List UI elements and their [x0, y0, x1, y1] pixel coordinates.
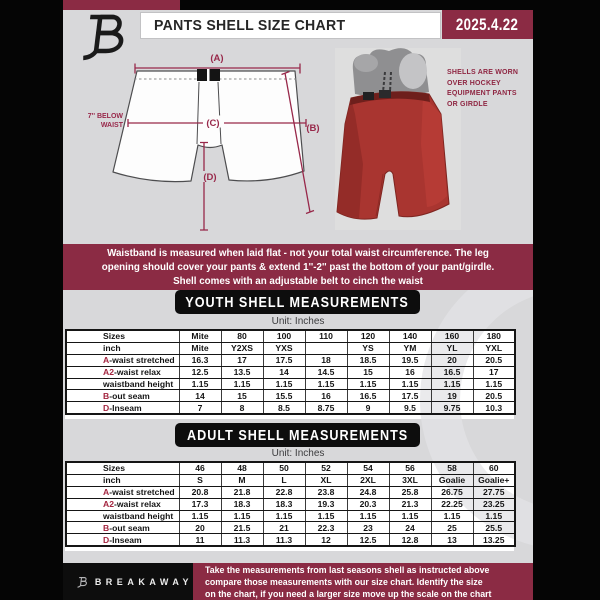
- page-title: PANTS SHELL SIZE CHART: [154, 17, 346, 34]
- table-cell: 20.8: [179, 486, 221, 498]
- table-cell: 1.15: [263, 378, 305, 390]
- text-line: OVER HOCKEY: [447, 79, 501, 87]
- table-cell: 1.15: [179, 510, 221, 522]
- table-cell: 14: [263, 366, 305, 378]
- table-cell: 16: [305, 390, 347, 402]
- adult-unit-label: Unit: Inches: [271, 448, 325, 459]
- text-line: EQUIPMENT PANTS: [447, 90, 517, 97]
- measurement-instructions-banner: [63, 244, 533, 290]
- table-cell: 24.8: [347, 486, 389, 498]
- table-row: [66, 366, 515, 378]
- table-cell: Goalie+: [473, 474, 515, 486]
- table-cell: 14: [179, 390, 221, 402]
- table-cell: 21.5: [221, 522, 263, 534]
- table-cell: 27.75: [473, 486, 515, 498]
- table-cell: 58: [431, 462, 473, 474]
- youth-section-header: [175, 290, 420, 314]
- table-cell: 17: [221, 354, 263, 366]
- diagram-label-b: (B): [306, 123, 320, 134]
- text-line: Shell comes with an adjustable belt to cinch the waist: [173, 276, 423, 288]
- table-cell: 20.5: [473, 390, 515, 402]
- table-cell: 100: [263, 330, 305, 342]
- text-line: on the chart, if you need a larger size move up the scale on the chart: [205, 589, 492, 600]
- table-cell: 160: [431, 330, 473, 342]
- table-cell: 21.3: [389, 498, 431, 510]
- table-cell: 1.15: [305, 510, 347, 522]
- table-cell: 120: [347, 330, 389, 342]
- table-cell: 9.5: [389, 402, 431, 414]
- diagram-label-c: (C): [206, 118, 220, 129]
- table-cell: 21: [263, 522, 305, 534]
- table-cell: 18.3: [263, 498, 305, 510]
- table-row: [66, 402, 515, 414]
- row-label: A2-waist relax: [66, 366, 179, 378]
- table-cell: 2XL: [347, 474, 389, 486]
- table-cell: L: [263, 474, 305, 486]
- text-line: OR GIRDLE: [447, 100, 488, 108]
- table-cell: 54: [347, 462, 389, 474]
- table-row: [66, 522, 515, 534]
- table-cell: YL: [431, 342, 473, 354]
- youth-heading: YOUTH SHELL MEASUREMENTS: [185, 293, 410, 311]
- table-cell: YXS: [263, 342, 305, 354]
- table-cell: 22.25: [431, 498, 473, 510]
- table-cell: 180: [473, 330, 515, 342]
- table-cell: 13.25: [473, 534, 515, 546]
- text-line: Take the measurements from last seasons shell as instructed above: [205, 565, 490, 575]
- table-cell: 12.5: [347, 534, 389, 546]
- table-cell: 1.15: [431, 510, 473, 522]
- table-cell: YXL: [473, 342, 515, 354]
- table-cell: 1.15: [221, 510, 263, 522]
- table-cell: 25: [431, 522, 473, 534]
- table-cell: 12.8: [389, 534, 431, 546]
- table-cell: 16.3: [179, 354, 221, 366]
- table-cell: Mite: [179, 342, 221, 354]
- row-label: A2-waist relax: [66, 498, 179, 510]
- youth-measurements-table: [65, 329, 516, 415]
- table-cell: 19.5: [389, 354, 431, 366]
- page-title-box: [140, 12, 441, 39]
- table-cell: 1.15: [389, 510, 431, 522]
- table-cell: 16: [389, 366, 431, 378]
- table-cell: 140: [389, 330, 431, 342]
- row-label: inch: [66, 342, 179, 354]
- shell-photo: [335, 48, 461, 230]
- table-cell: S: [179, 474, 221, 486]
- row-label: D-Inseam: [66, 402, 179, 414]
- date-text: 2025.4.22: [456, 14, 519, 34]
- table-cell: 24: [389, 522, 431, 534]
- table-row: [66, 474, 515, 486]
- table-cell: 20: [179, 522, 221, 534]
- row-label: Sizes: [66, 330, 179, 342]
- table-cell: 52: [305, 462, 347, 474]
- adult-section-header: [175, 423, 420, 447]
- table-cell: 1.15: [431, 378, 473, 390]
- table-cell: 3XL: [389, 474, 431, 486]
- table-cell: 10.3: [473, 402, 515, 414]
- top-accent-bar: [63, 0, 180, 10]
- text-line: opening should cover your pants & extend 1''-2'' past the bottom of your pant/girdle.: [101, 262, 495, 274]
- youth-unit-label: Unit: Inches: [271, 316, 325, 327]
- table-cell: 11.3: [221, 534, 263, 546]
- table-cell: 80: [221, 330, 263, 342]
- table-cell: 13.5: [221, 366, 263, 378]
- table-row: [66, 462, 515, 474]
- table-cell: 23.8: [305, 486, 347, 498]
- row-label: waistband height: [66, 510, 179, 522]
- table-cell: 20.3: [347, 498, 389, 510]
- table-cell: 110: [305, 330, 347, 342]
- diagram-label-a: (A): [210, 53, 224, 64]
- below-waist-note-line1: 7'' BELOW: [87, 113, 123, 120]
- table-row: [66, 342, 515, 354]
- row-label: inch: [66, 474, 179, 486]
- table-cell: 17.5: [263, 354, 305, 366]
- table-cell: 9: [347, 402, 389, 414]
- table-cell: 12: [305, 534, 347, 546]
- adult-measurements-table: [65, 461, 516, 547]
- date-badge: [442, 10, 533, 39]
- top-black-bar: [180, 0, 533, 10]
- table-cell: 8.75: [305, 402, 347, 414]
- table-cell: 22.3: [305, 522, 347, 534]
- row-label: B-out seam: [66, 522, 179, 534]
- table-cell: 9.75: [431, 402, 473, 414]
- table-cell: 26.75: [431, 486, 473, 498]
- table-cell: 18.3: [221, 498, 263, 510]
- table-cell: [305, 342, 347, 354]
- table-cell: M: [221, 474, 263, 486]
- table-cell: 15: [221, 390, 263, 402]
- table-cell: 1.15: [347, 378, 389, 390]
- table-cell: 25.5: [473, 522, 515, 534]
- footer-instructions: [193, 563, 533, 600]
- table-cell: 1.15: [347, 510, 389, 522]
- table-cell: 1.15: [473, 378, 515, 390]
- table-cell: 15.5: [263, 390, 305, 402]
- row-label: Sizes: [66, 462, 179, 474]
- content-area: [63, 0, 533, 600]
- table-cell: 21.8: [221, 486, 263, 498]
- row-label: waistband height: [66, 378, 179, 390]
- table-cell: 20: [431, 354, 473, 366]
- table-cell: 8: [221, 402, 263, 414]
- table-cell: 1.15: [389, 378, 431, 390]
- table-cell: 1.15: [221, 378, 263, 390]
- table-cell: 1.15: [473, 510, 515, 522]
- table-cell: YS: [347, 342, 389, 354]
- adult-heading: ADULT SHELL MEASUREMENTS: [186, 426, 409, 444]
- table-row: [66, 330, 515, 342]
- table-cell: 20.5: [473, 354, 515, 366]
- table-cell: 16.5: [431, 366, 473, 378]
- table-cell: 18: [305, 354, 347, 366]
- table-row: [66, 390, 515, 402]
- breakaway-logo-icon: [77, 570, 88, 594]
- table-cell: 60: [473, 462, 515, 474]
- table-row: [66, 498, 515, 510]
- table-cell: 15: [347, 366, 389, 378]
- footer-brand-block: [63, 563, 193, 600]
- table-cell: 12.5: [179, 366, 221, 378]
- table-cell: 17.3: [179, 498, 221, 510]
- table-row: [66, 510, 515, 522]
- table-row: [66, 378, 515, 390]
- table-row: [66, 534, 515, 546]
- table-cell: XL: [305, 474, 347, 486]
- table-cell: 11: [179, 534, 221, 546]
- table-cell: 56: [389, 462, 431, 474]
- table-cell: Goalie: [431, 474, 473, 486]
- row-label: D-Inseam: [66, 534, 179, 546]
- table-cell: Y2XS: [221, 342, 263, 354]
- text-line: SHELLS ARE WORN: [447, 69, 519, 76]
- row-label: A-waist stretched: [66, 486, 179, 498]
- table-cell: 8.5: [263, 402, 305, 414]
- table-cell: 46: [179, 462, 221, 474]
- diagram-label-d: (D): [203, 172, 217, 183]
- row-label: A-waist stretched: [66, 354, 179, 366]
- table-cell: 23: [347, 522, 389, 534]
- table-cell: 16.5: [347, 390, 389, 402]
- table-row: [66, 486, 515, 498]
- brand-name: BREAKAWAY: [94, 576, 193, 587]
- table-cell: YM: [389, 342, 431, 354]
- text-line: compare those measurements with our size chart. Identify the size: [205, 577, 483, 588]
- table-cell: 19: [431, 390, 473, 402]
- table-cell: 7: [179, 402, 221, 414]
- table-cell: 1.15: [305, 378, 347, 390]
- table-cell: 17: [473, 366, 515, 378]
- table-cell: 14.5: [305, 366, 347, 378]
- table-cell: 1.15: [179, 378, 221, 390]
- table-cell: Mite: [179, 330, 221, 342]
- below-waist-note-line2: WAIST: [100, 122, 123, 129]
- row-label: B-out seam: [66, 390, 179, 402]
- table-cell: 18.5: [347, 354, 389, 366]
- table-cell: 48: [221, 462, 263, 474]
- table-cell: 11.3: [263, 534, 305, 546]
- table-cell: 22.8: [263, 486, 305, 498]
- table-row: [66, 354, 515, 366]
- table-cell: 23.25: [473, 498, 515, 510]
- table-cell: 19.3: [305, 498, 347, 510]
- table-cell: 25.8: [389, 486, 431, 498]
- table-cell: 1.15: [263, 510, 305, 522]
- table-cell: 50: [263, 462, 305, 474]
- table-cell: 13: [431, 534, 473, 546]
- shell-usage-note: [447, 68, 533, 110]
- text-line: Waistband is measured when laid flat - not your total waist circumference. The leg: [107, 248, 489, 259]
- table-cell: 17.5: [389, 390, 431, 402]
